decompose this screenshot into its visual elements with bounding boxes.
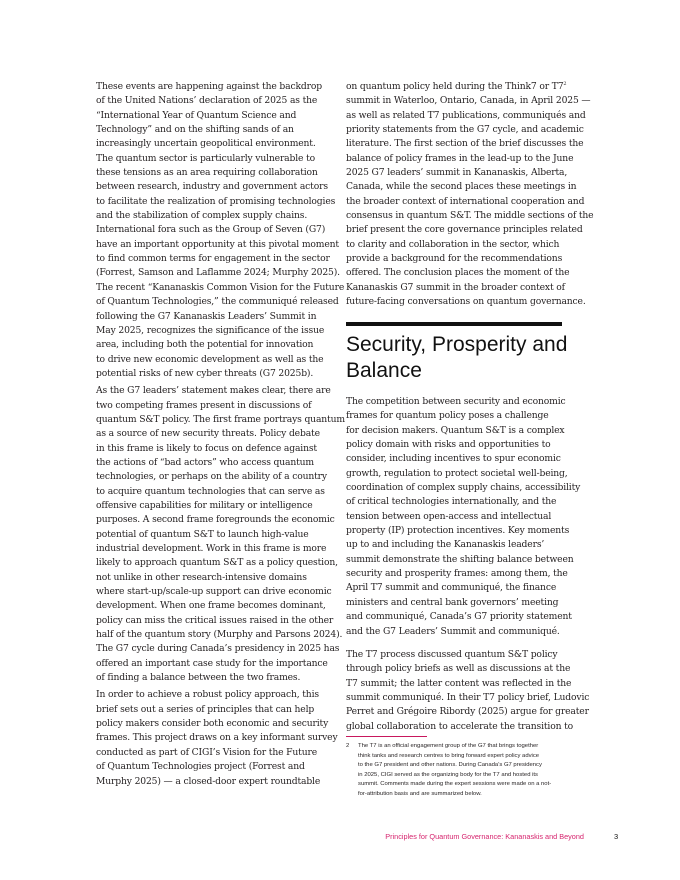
text-line: up to and including the Kananaskis leaders’ xyxy=(346,539,545,551)
text-line-content: consensus in quantum S&T. The middle sections of the xyxy=(346,210,594,222)
footnote-reference[interactable]: 2 xyxy=(563,80,567,87)
text-line: to drive new economic development as well as the xyxy=(96,353,324,365)
text-line-content: future-facing conversations on quantum governance. xyxy=(346,296,586,308)
footnote-line: think tanks and research centres to bring forward expert policy advice xyxy=(358,752,540,759)
text-line: for decision makers. Quantum S&T is a complex xyxy=(346,424,565,436)
heading-line: Security, Prosperity and xyxy=(346,333,568,356)
text-line: ministers and central bank governors’ meeting xyxy=(346,596,559,608)
text-line: potential of quantum S&T to launch high-value xyxy=(96,528,309,540)
text-line: The competition between security and economic xyxy=(346,396,566,407)
text-line: brief sets out a series of principles that can help xyxy=(96,703,315,715)
text-line: to acquire quantum technologies that can serve as xyxy=(96,485,325,497)
text-line: and the stabilization of complex supply chains. xyxy=(96,210,308,222)
text-line: security and prosperity frames: among them, the xyxy=(346,568,568,580)
text-line xyxy=(346,137,596,151)
paragraph xyxy=(346,395,596,639)
text-line-content: the broader context of international cooperation and xyxy=(346,195,585,207)
left-column xyxy=(96,80,346,789)
text-line: in this frame is likely to focus on defence against xyxy=(96,442,317,454)
text-line: summit communiqué. In their T7 policy brief, Ludovic xyxy=(346,691,590,703)
heading-line: Balance xyxy=(346,359,422,382)
text-line: the actions of “bad actors” who access quantum xyxy=(96,456,314,468)
text-line: The T7 process discussed quantum S&T policy xyxy=(346,648,558,660)
text-line: between research, industry and government actors xyxy=(96,181,328,193)
text-line: T7 summit; the latter content was reflected in the xyxy=(346,677,572,689)
text-line: tension between open-access and intellectual xyxy=(346,510,552,522)
text-line-content: literature. The first section of the brief discusses the xyxy=(346,138,584,150)
text-line: of Quantum Technologies project (Forrest and xyxy=(96,761,305,773)
text-line: purposes. A second frame foregrounds the economic xyxy=(96,514,335,526)
text-line xyxy=(346,180,596,194)
text-line: two competing frames present in discussions of xyxy=(96,399,312,411)
text-line: likely to approach quantum S&T as a policy question, xyxy=(96,557,338,569)
footnote-number: 2 xyxy=(346,743,350,749)
text-line: International fora such as the Group of Seven (G7) xyxy=(96,224,326,236)
text-line xyxy=(346,295,596,309)
text-line: global collaboration to accelerate the transition to xyxy=(346,720,574,732)
text-line: of Quantum Technologies,” the communiqué released xyxy=(96,296,339,308)
footnote-line: in 2025, CIGI served as the organizing body for the T7 and hosted its xyxy=(358,771,538,778)
footnote-line: summit. Comments made during the expert sessions were made on a not- xyxy=(358,781,552,787)
text-line: policy domain with risks and opportunities to xyxy=(346,439,551,451)
text-line-content: summit in Waterloo, Ontario, Canada, in April 2025 — xyxy=(346,95,591,107)
footnote-line: to the G7 president and other nations. During Canada’s G7 presidency xyxy=(358,762,542,768)
text-line: conducted as part of CIGI’s Vision for the Future xyxy=(96,746,318,758)
text-line: of critical technologies internationally, and the xyxy=(346,496,557,508)
text-line-content: as well as related T7 publications, communiqués and xyxy=(346,109,586,121)
text-line xyxy=(346,195,596,209)
text-line: offered an important case study for the importance xyxy=(96,657,328,669)
section-rule xyxy=(346,322,562,326)
text-line xyxy=(346,266,596,280)
paragraph xyxy=(96,688,346,788)
text-line xyxy=(346,80,596,94)
text-line: and the G7 Leaders’ Summit and communiqué. xyxy=(346,625,560,637)
paragraph xyxy=(96,80,346,381)
section-heading xyxy=(346,332,567,384)
text-line-content: brief present the core governance principles related xyxy=(346,224,583,236)
text-line-content: Canada, while the second places these meetings in xyxy=(346,181,577,193)
text-line: Murphy 2025) — a closed-door expert roundtable xyxy=(96,775,321,787)
paragraph xyxy=(96,384,346,685)
text-line-content: on quantum policy held during the Think7 or T7 xyxy=(346,81,564,92)
footnote-line: for-attribution basis and are summarized below. xyxy=(358,790,482,797)
text-line: potential risks of new cyber threats (G7 2025b). xyxy=(96,367,314,379)
text-line: of finding a balance between the two frames. xyxy=(96,672,301,684)
text-line-content: Kananaskis G7 summit in the broader context of xyxy=(346,281,565,293)
text-line xyxy=(346,109,596,123)
text-line xyxy=(346,223,596,237)
text-line: frames. This project draws on a key informant survey xyxy=(96,732,338,744)
text-line xyxy=(346,152,596,166)
text-line: coordination of complex supply chains, accessibility xyxy=(346,482,581,494)
text-line xyxy=(346,252,596,266)
text-line-content: balance of policy frames in the lead-up to the June xyxy=(346,152,574,164)
text-line: where start-up/scale-up support can drive economic xyxy=(96,586,332,598)
text-line-content: provide a background for the recommendations xyxy=(346,253,563,265)
text-line: not unlike in other research-intensive domains xyxy=(96,571,307,583)
text-line: (Forrest, Samson and Laflamme 2024; Murphy 2025). xyxy=(96,267,340,279)
text-line: policy can miss the critical issues raised in the other xyxy=(96,614,334,626)
text-line-content: 2025 G7 leaders’ summit in Kananaskis, Alberta, xyxy=(346,167,568,179)
footer-title: Principles for Quantum Governance: Kananaskis and Beyond xyxy=(385,832,584,841)
text-line-content: offered. The conclusion places the moment of the xyxy=(346,267,570,279)
text-line: April T7 summit and communiqué, the finance xyxy=(346,582,557,594)
text-line: offensive capabilities for military or intelligence xyxy=(96,499,313,511)
text-line: “International Year of Quantum Science and xyxy=(96,109,297,121)
text-line: to find common terms for engagement in the sector xyxy=(96,253,330,265)
paragraph xyxy=(346,648,596,734)
text-line: increasingly uncertain geopolitical environment. xyxy=(96,138,316,150)
text-line: half of the quantum story (Murphy and Parsons 2024). xyxy=(96,629,343,641)
text-line: Perret and Grégoire Ribordy (2025) argue for greater xyxy=(346,706,589,718)
text-line: these tensions as an area requiring collaboration xyxy=(96,167,318,179)
text-line xyxy=(346,209,596,223)
text-line: These events are happening against the backdrop xyxy=(96,81,322,92)
text-line: summit demonstrate the shifting balance between xyxy=(346,553,574,565)
text-line: property (IP) protection incentives. Key moments xyxy=(346,525,570,537)
right-column-section-body xyxy=(346,395,596,734)
text-line: growth, regulation to protect societal well-being, xyxy=(346,467,568,479)
footnote-rule xyxy=(346,736,427,737)
text-line-content: to clarity and collaboration in the sector, which xyxy=(346,238,560,250)
text-line: of the United Nations’ declaration of 2025 as the xyxy=(96,95,318,107)
text-line: quantum S&T policy. The first frame portrays quantum xyxy=(96,413,345,425)
text-line: In order to achieve a robust policy approach, this xyxy=(96,689,319,701)
text-line: As the G7 leaders’ statement makes clear, there are xyxy=(96,385,331,397)
text-line: area, including both the potential for innovation xyxy=(96,339,314,351)
text-line: The G7 cycle during Canada’s presidency in 2025 has xyxy=(96,643,340,655)
text-line: technologies, or perhaps on the ability of a country xyxy=(96,471,327,483)
text-line: consider, including incentives to spur economic xyxy=(346,453,561,465)
text-line: development. When one frame becomes dominant, xyxy=(96,600,326,612)
right-column-intro xyxy=(346,80,596,310)
text-line xyxy=(346,238,596,252)
footnote-line: The T7 is an official engagement group of the G7 that brings together xyxy=(358,743,539,749)
text-line: to facilitate the realization of promising technologies xyxy=(96,195,336,207)
text-line: policy makers consider both economic and security xyxy=(96,718,329,730)
text-line xyxy=(346,123,596,137)
text-line: as a source of new security threats. Policy debate xyxy=(96,428,320,440)
text-line: have an important opportunity at this pivotal moment xyxy=(96,238,339,250)
text-line: May 2025, recognizes the significance of the issue xyxy=(96,324,325,336)
text-line xyxy=(346,166,596,180)
text-line: following the G7 Kananaskis Leaders’ Summit in xyxy=(96,310,317,322)
text-line: Technology” and on the shifting sands of an xyxy=(96,124,294,136)
text-line xyxy=(346,281,596,295)
text-line: and communiqué, Canada’s G7 priority statement xyxy=(346,611,572,623)
text-line: frames for quantum policy poses a challenge xyxy=(346,410,549,422)
text-line-content: priority statements from the G7 cycle, and academic xyxy=(346,124,584,136)
text-line: industrial development. Work in this frame is more xyxy=(96,543,327,554)
text-line: through policy briefs as well as discussions at the xyxy=(346,663,571,675)
page-number: 3 xyxy=(614,832,619,841)
text-line: The recent “Kananaskis Common Vision for the Future xyxy=(96,281,345,293)
text-line xyxy=(346,94,596,108)
footnote-text xyxy=(358,742,551,799)
text-line: The quantum sector is particularly vulnerable to xyxy=(96,152,316,164)
